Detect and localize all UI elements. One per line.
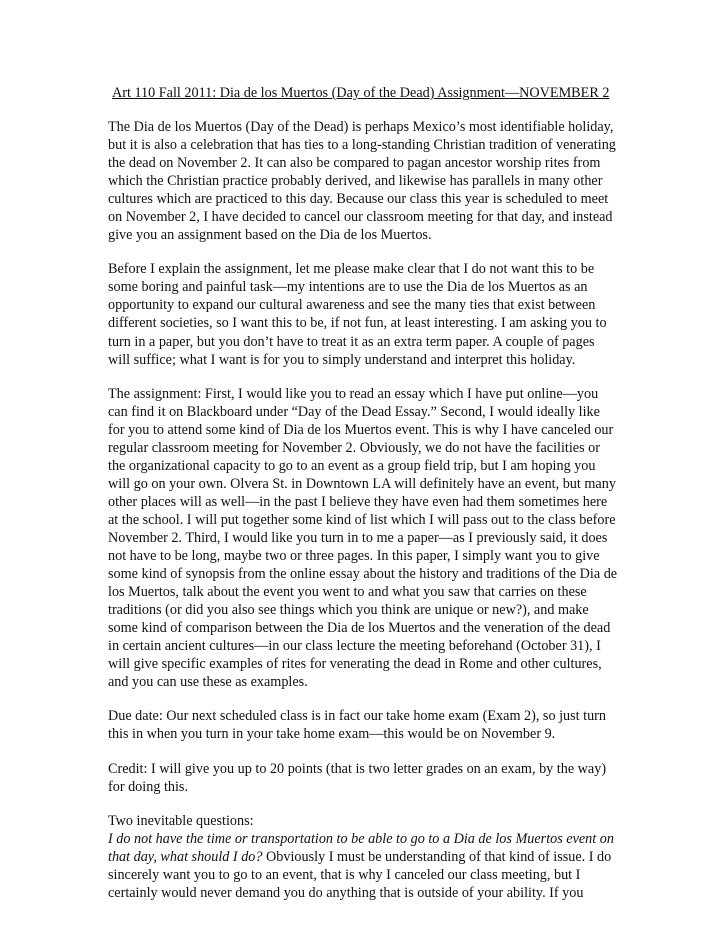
text-line: turn in a paper, but you don’t have to treat it as an extra term paper. A couple of pages (108, 333, 595, 350)
paragraph-intro (108, 118, 622, 244)
text-line: on November 2, I have decided to cancel our classroom meeting for that day, and instead (108, 209, 613, 226)
paragraph-credit (108, 760, 622, 796)
text-line: and you can use these as examples. (108, 674, 308, 691)
text-line: which the Christian practice probably derived, and likewise has parallels in many other (108, 173, 603, 190)
text-line: cultures which are practiced to this day. Because our class this year is scheduled to meet (108, 191, 609, 208)
answer-1-line-2: certainly would never demand you do anything that is outside of your ability. If you (108, 884, 584, 901)
text-line: traditions (or did you also see things which you think are unique or new?), and make (108, 602, 589, 619)
text-line: Credit: I will give you up to 20 points (that is two letter grades on an exam, by the way) (108, 760, 607, 777)
text-line: opportunity to expand our cultural awareness and see the many ties that exist between (108, 297, 596, 314)
text-line: will go on your own. Olvera St. in Downtown LA will definitely have an event, but many (108, 475, 616, 492)
text-line: will suffice; what I want is for you to simply understand and interpret this holiday. (108, 351, 576, 368)
text-line: November 2. Third, I would like you turn in to me a paper—as I previously said, it does (108, 529, 608, 546)
document-title: Art 110 Fall 2011: Dia de los Muertos (Day of the Dead) Assignment—NOVEMBER 2 (112, 85, 610, 101)
question-1-line-2 (108, 848, 622, 866)
text-line: can find it on Blackboard under “Day of the Dead Essay.” Second, I would ideally like (108, 403, 600, 420)
text-line: Due date: Our next scheduled class is in fact our take home exam (Exam 2), so just turn (108, 708, 606, 725)
answer-1-start: Obviously I must be understanding of that kind of issue. I do (262, 848, 612, 865)
text-line: other places will as well—in the past I believe they have even had them sometimes here (108, 493, 608, 510)
paragraph-assignment (108, 385, 622, 692)
text-line: at the school. I will put together some kind of list which I will pass out to the class before (108, 511, 616, 528)
text-line: los Muertos, talk about the event you went to and what you saw that carries on these (108, 584, 587, 601)
paragraph-purpose (108, 260, 622, 368)
question-1-text-end: that day, what should I do? (108, 848, 263, 865)
text-line: for doing this. (108, 778, 188, 795)
paragraph-questions (108, 812, 622, 902)
text-line: this in when you turn in your take home exam—this would be on November 9. (108, 726, 556, 743)
text-line: some kind of comparison between the Dia de los Muertos and the veneration of the dead (108, 620, 611, 637)
text-line: regular classroom meeting for November 2. Obviously, we do not have the facilities or (108, 439, 600, 456)
text-line: the dead on November 2. It can also be compared to pagan ancestor worship rites from (108, 155, 601, 172)
questions-heading: Two inevitable questions: (108, 812, 254, 829)
paragraph-due-date (108, 707, 622, 743)
answer-1-line-1: sincerely want you to go to an event, that is why I canceled our class meeting, but I (108, 866, 581, 883)
document-page (108, 84, 622, 918)
text-line: some kind of synopsis from the online essay about the history and traditions of the Dia de (108, 566, 618, 583)
text-line: will give specific examples of rites for venerating the dead in Rome and other cultures, (108, 656, 602, 673)
text-line: some boring and painful task—my intentions are to use the Dia de los Muertos as an (108, 279, 588, 296)
text-line: but it is also a celebration that has ties to a long-standing Christian tradition of venerating (108, 137, 616, 154)
text-line: The assignment: First, I would like you to read an essay which I have put online—you (108, 385, 599, 402)
text-line: not have to be long, maybe two or three pages. In this paper, I simply want you to give (108, 548, 600, 565)
question-1-line-1: I do not have the time or transportation to be able to go to a Dia de los Muertos event on (108, 830, 614, 847)
text-line: The Dia de los Muertos (Day of the Dead) is perhaps Mexico’s most identifiable holiday, (108, 119, 614, 135)
text-line: give you an assignment based on the Dia de los Muertos. (108, 227, 432, 244)
text-line: different societies, so I want this to be, if not fun, at least interesting. I am asking you to (108, 315, 607, 332)
text-line: Before I explain the assignment, let me please make clear that I do not want this to be (108, 261, 595, 278)
text-line: for you to attend some kind of Dia de los Muertos event. This is why I have canceled our (108, 421, 614, 438)
text-line: in certain ancient cultures—in our class lecture the meeting beforehand (October 31), I (108, 638, 601, 655)
text-line: the organizational capacity to go to an event as a group field trip, but I am hoping you (108, 457, 596, 474)
